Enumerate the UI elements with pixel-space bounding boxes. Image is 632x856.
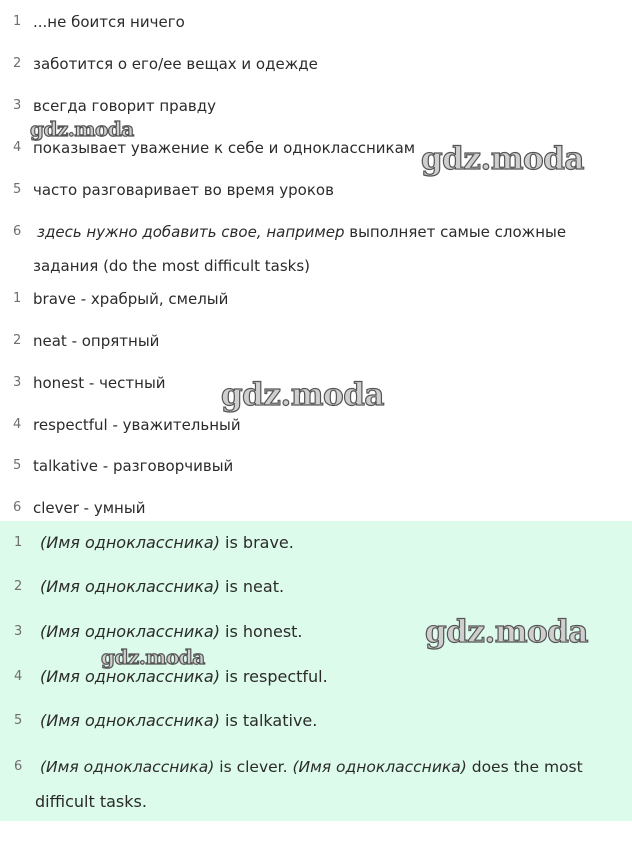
item-text [40,757,583,777]
item-text: ...не боится ничего [33,13,185,31]
item-text [40,533,294,553]
item-number: 5 [13,458,22,473]
item-number: 5 [14,713,23,728]
item-italic-second: (Имя одноклассника) [292,758,467,776]
item-text: показывает уважение к себе и одноклассникам [33,139,416,157]
item-number: 6 [13,500,22,515]
item-text: talkative - разговорчивый [33,457,234,475]
item-number: 2 [13,56,22,71]
item-text [37,222,566,242]
item-text-rest: is neat. [219,577,285,596]
watermark: gdz.moda [30,117,134,141]
item-text: honest - честный [33,374,166,392]
item-number: 4 [14,669,23,684]
item-text-continued: задания (do the most difficult tasks) [33,257,311,275]
item-number: 1 [14,535,23,550]
watermark: gdz.moda [101,645,205,669]
item-number: 1 [13,291,22,306]
item-number: 3 [13,375,22,390]
item-italic: (Имя одноклассника) [40,577,220,596]
item-text-end: does the most [466,758,583,776]
item-text-rest: is respectful. [219,667,328,686]
item-italic: (Имя одноклассника) [40,711,220,730]
item-text: всегда говорит правду [33,97,216,115]
item-number: 1 [13,14,22,29]
item-italic: (Имя одноклассника) [40,622,220,641]
watermark: gdz.moda [421,141,584,177]
item-text-rest: is talkative. [219,711,318,730]
item-number: 3 [13,98,22,113]
item-number: 6 [13,224,22,239]
item-number: 2 [13,333,22,348]
item-text: neat - опрятный [33,332,160,350]
item-text [40,622,303,642]
item-text: brave - храбрый, смелый [33,290,229,308]
item-text-continued: difficult tasks. [35,792,147,811]
item-number: 4 [13,140,22,155]
item-text [40,577,284,597]
item-text-rest: is honest. [219,622,303,641]
watermark: gdz.moda [221,377,384,413]
item-text-rest: is brave. [219,533,294,552]
item-number: 5 [13,182,22,197]
item-text [40,711,317,731]
item-text: respectful - уважительный [33,416,241,434]
item-text-rest: is clever. [214,758,293,776]
item-italic: (Имя одноклассника) [40,533,220,552]
item-text-rest: выполняет самые сложные [344,223,567,241]
item-text: часто разговаривает во время уроков [33,181,334,199]
item-number: 3 [14,624,23,639]
item-number: 2 [14,579,23,594]
watermark: gdz.moda [425,614,588,650]
item-text: заботится о его/ее вещах и одежде [33,55,318,73]
item-number: 6 [14,759,23,774]
item-italic: здесь нужно добавить свое, например [37,223,345,241]
item-text [40,667,328,687]
item-number: 4 [13,417,22,432]
item-italic: (Имя одноклассника) [40,667,220,686]
item-italic: (Имя одноклассника) [40,758,215,776]
item-text: clever - умный [33,499,146,517]
